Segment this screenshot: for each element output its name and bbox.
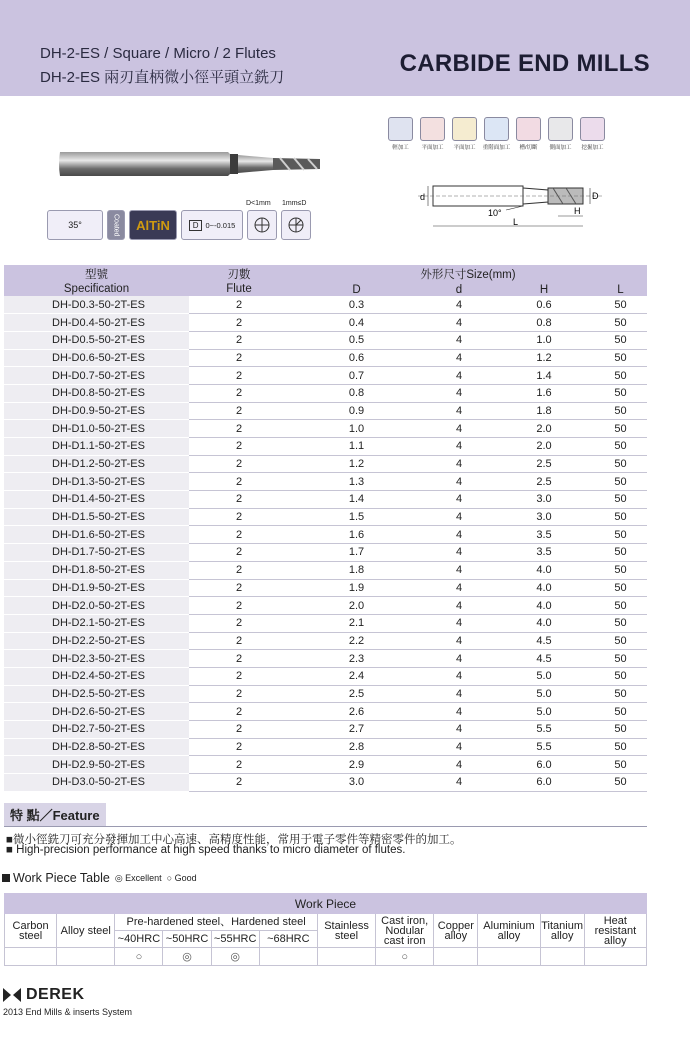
series-title-en: DH-2-ES / Square / Micro / 2 Flutes [40,45,276,62]
rating-cell [478,948,540,966]
cell-flute: 2 [189,685,289,703]
cell-D: 2.3 [289,650,424,668]
table-row [4,526,647,544]
table-row [4,579,647,597]
cell-D: 0.6 [289,349,424,367]
category-title: CARBIDE END MILLS [399,50,650,77]
cell-L: 50 [594,667,647,685]
cell-code: DH-D1.1-50-2T-ES [4,438,189,456]
cell-D: 2.4 [289,667,424,685]
table-row [4,774,647,792]
header-D: D [289,283,424,296]
cell-code: DH-D2.2-50-2T-ES [4,632,189,650]
cell-D: 0.8 [289,384,424,402]
cell-code: DH-D2.7-50-2T-ES [4,721,189,739]
cell-flute: 2 [189,491,289,509]
cell-d: 4 [424,650,494,668]
rating-cell [540,948,584,966]
page-header [0,0,690,96]
diagram-label-L: L [513,217,519,227]
cell-D: 0.4 [289,314,424,332]
cell-code: DH-D1.2-50-2T-ES [4,455,189,473]
cell-code: DH-D1.5-50-2T-ES [4,508,189,526]
cell-flute: 2 [189,561,289,579]
cell-code: DH-D0.5-50-2T-ES [4,331,189,349]
cell-flute: 2 [189,597,289,615]
spec-icons [47,200,311,240]
cell-d: 4 [424,597,494,615]
coating-type: AlTiN [129,210,177,240]
table-row [4,667,647,685]
col-cast-iron: Cast iron, Nodular cast iron [376,914,434,948]
cell-L: 50 [594,526,647,544]
header-flute-zh: 刃數 [189,265,289,283]
application-icon-item [578,117,607,149]
table-row [4,349,647,367]
cell-code: DH-D2.9-50-2T-ES [4,756,189,774]
cell-d: 4 [424,579,494,597]
cell-D: 2.5 [289,685,424,703]
cell-H: 5.5 [494,721,594,739]
cell-flute: 2 [189,526,289,544]
cell-code: DH-D0.8-50-2T-ES [4,384,189,402]
cell-flute: 2 [189,650,289,668]
cell-code: DH-D1.9-50-2T-ES [4,579,189,597]
cell-H: 4.0 [494,579,594,597]
cell-D: 2.0 [289,597,424,615]
cell-d: 4 [424,632,494,650]
table-row [4,420,647,438]
table-row [4,650,647,668]
col-alloy-steel: Alloy steel [57,914,115,948]
cell-d: 4 [424,614,494,632]
cell-code: DH-D2.0-50-2T-ES [4,597,189,615]
cell-d: 4 [424,526,494,544]
cell-D: 2.8 [289,738,424,756]
cell-L: 50 [594,614,647,632]
cell-d: 4 [424,402,494,420]
col-hrc50: ~50HRC [163,931,211,948]
cell-L: 50 [594,438,647,456]
cell-flute: 2 [189,579,289,597]
cell-L: 50 [594,597,647,615]
cell-flute: 2 [189,721,289,739]
work-piece-ratings-row [5,948,647,966]
plane-icon [452,117,477,141]
table-row [4,402,647,420]
cell-flute: 2 [189,402,289,420]
cell-D: 2.6 [289,703,424,721]
tolerance-symbol: D [189,220,203,231]
table-row [4,473,647,491]
cell-H: 5.0 [494,667,594,685]
cell-flute: 2 [189,756,289,774]
work-piece-group-header: Work Piece [5,894,647,914]
cell-H: 1.6 [494,384,594,402]
cell-D: 1.9 [289,579,424,597]
application-icon-label: 輕加工 [392,145,409,151]
cell-L: 50 [594,402,647,420]
application-icon-item [514,117,543,149]
cell-L: 50 [594,455,647,473]
cell-H: 6.0 [494,756,594,774]
cell-code: DH-D1.0-50-2T-ES [4,420,189,438]
dimension-diagram [418,178,608,234]
rating-cell [434,948,478,966]
cell-d: 4 [424,508,494,526]
table-row [4,561,647,579]
cell-flute: 2 [189,314,289,332]
cell-flute: 2 [189,420,289,438]
col-titanium: Titanium alloy [540,914,584,948]
cell-d: 4 [424,367,494,385]
cell-D: 1.0 [289,420,424,438]
pocket-icon [580,117,605,141]
cell-L: 50 [594,384,647,402]
cell-D: 1.3 [289,473,424,491]
cell-H: 4.5 [494,632,594,650]
table-row [4,738,647,756]
cell-code: DH-D2.3-50-2T-ES [4,650,189,668]
cell-d: 4 [424,420,494,438]
cell-L: 50 [594,685,647,703]
table-row [4,384,647,402]
cell-flute: 2 [189,774,289,792]
cell-L: 50 [594,544,647,562]
col-carbon-steel: Carbon steel [5,914,57,948]
work-piece-table [4,893,647,966]
series-title-zh: DH-2-ES 兩刃直柄微小徑平頭立銑刀 [40,69,285,86]
cell-d: 4 [424,473,494,491]
cell-L: 50 [594,632,647,650]
cell-d: 4 [424,331,494,349]
diagram-label-H: H [574,206,581,216]
table-row [4,614,647,632]
cell-D: 2.7 [289,721,424,739]
work-piece-title [2,871,197,885]
application-icon-label: 側面加工 [549,145,572,151]
rating-cell: ◎ [163,948,211,966]
cell-code: DH-D0.4-50-2T-ES [4,314,189,332]
application-icons [386,117,607,149]
table-row [4,314,647,332]
cell-code: DH-D2.8-50-2T-ES [4,738,189,756]
cell-D: 0.3 [289,296,424,314]
cell-D: 1.7 [289,544,424,562]
application-icon-item [482,117,511,149]
cell-H: 3.5 [494,544,594,562]
cell-D: 2.2 [289,632,424,650]
cell-d: 4 [424,667,494,685]
diagram-label-d: d [420,192,426,202]
feature-divider [4,826,647,827]
rating-cell [259,948,317,966]
cell-L: 50 [594,473,647,491]
application-icon-label: 槽/切斷 [519,145,538,151]
cell-H: 0.6 [494,296,594,314]
helix-angle-icon [47,210,103,240]
rating-cell [5,948,57,966]
cell-d: 4 [424,774,494,792]
derek-logo-icon [3,988,21,1002]
cell-L: 50 [594,561,647,579]
cell-flute: 2 [189,667,289,685]
cell-d: 4 [424,314,494,332]
cell-d: 4 [424,738,494,756]
cell-L: 50 [594,774,647,792]
rating-cell [584,948,646,966]
plane-icon [420,117,445,141]
cell-code: DH-D2.5-50-2T-ES [4,685,189,703]
cell-d: 4 [424,561,494,579]
cell-H: 5.5 [494,738,594,756]
feature-heading: 特 點／Feature [4,803,106,826]
cell-code: DH-D2.6-50-2T-ES [4,703,189,721]
table-row [4,703,647,721]
table-row [4,296,647,314]
header-spec-zh: 型號 [4,265,189,283]
table-row [4,685,647,703]
rating-cell: ◎ [211,948,259,966]
cell-flute: 2 [189,614,289,632]
cell-d: 4 [424,721,494,739]
rating-cell: ○ [376,948,434,966]
cell-code: DH-D0.6-50-2T-ES [4,349,189,367]
cell-flute: 2 [189,296,289,314]
application-icon-label: 平面加工 [421,145,444,151]
table-row [4,756,647,774]
header-size: 外形尺寸Size(mm) [289,265,647,283]
cell-code: DH-D0.3-50-2T-ES [4,296,189,314]
col-hrc55: ~55HRC [211,931,259,948]
col-copper: Copper alloy [434,914,478,948]
cell-D: 0.5 [289,331,424,349]
cell-D: 0.7 [289,367,424,385]
cell-flute: 2 [189,544,289,562]
application-icon-label: 平面加工 [453,145,476,151]
cell-d: 4 [424,455,494,473]
legend-good: ○ Good [166,873,197,883]
spec-table [4,265,647,792]
cell-D: 2.1 [289,614,424,632]
application-icon-item [546,117,575,149]
cell-H: 2.0 [494,438,594,456]
cell-H: 2.5 [494,473,594,491]
cell-code: DH-D2.1-50-2T-ES [4,614,189,632]
cell-L: 50 [594,420,647,438]
cell-L: 50 [594,367,647,385]
cell-H: 2.5 [494,455,594,473]
cutting-edge-small-icon [246,200,277,240]
cell-D: 1.4 [289,491,424,509]
cell-H: 2.0 [494,420,594,438]
cell-H: 1.2 [494,349,594,367]
application-icon-item [418,117,447,149]
cell-L: 50 [594,721,647,739]
work-piece-title-text: Work Piece Table [13,871,110,885]
rating-cell [317,948,375,966]
cell-H: 5.0 [494,703,594,721]
cell-d: 4 [424,438,494,456]
tolerance-icon [181,210,243,240]
cell-code: DH-D2.4-50-2T-ES [4,667,189,685]
cell-H: 5.0 [494,685,594,703]
cell-D: 1.2 [289,455,424,473]
cell-L: 50 [594,703,647,721]
cell-H: 1.8 [494,402,594,420]
table-row [4,491,647,509]
header-d: d [424,283,494,296]
cell-D: 1.5 [289,508,424,526]
logo-text: DEREK [26,986,85,1003]
cell-flute: 2 [189,438,289,456]
coated-label: Coated [107,210,125,240]
cell-flute: 2 [189,738,289,756]
application-icon-item [450,117,479,149]
cell-L: 50 [594,508,647,526]
cell-H: 0.8 [494,314,594,332]
cutting-edge-large-icon [281,200,311,240]
helix-angle-value: 35° [68,220,82,230]
cell-D: 1.1 [289,438,424,456]
cell-d: 4 [424,703,494,721]
cell-code: DH-D0.9-50-2T-ES [4,402,189,420]
tolerance-value: 0~-0.015 [205,220,236,230]
header-flute-en: Flute [189,283,289,296]
table-row [4,331,647,349]
diagram-label-D: D [592,191,599,201]
cell-H: 4.0 [494,561,594,579]
cell-flute: 2 [189,331,289,349]
spec-table-body [4,296,647,791]
cell-D: 2.9 [289,756,424,774]
cell-d: 4 [424,756,494,774]
cell-code: DH-D1.4-50-2T-ES [4,491,189,509]
cell-L: 50 [594,738,647,756]
cell-H: 4.0 [494,614,594,632]
table-row [4,455,647,473]
table-row [4,632,647,650]
cell-L: 50 [594,579,647,597]
cell-L: 50 [594,331,647,349]
cell-code: DH-D3.0-50-2T-ES [4,774,189,792]
cell-H: 1.0 [494,331,594,349]
cell-H: 6.0 [494,774,594,792]
cut-large-label: 1mm≤D [282,200,307,207]
table-row [4,544,647,562]
bullet-square-icon [2,874,10,882]
table-row [4,597,647,615]
feature-text-en: ■ High-precision performance at high speed thanks to micro diameter of flutes. [6,844,406,856]
footer-subtitle: 2013 End Mills & inserts System [3,1007,133,1017]
cell-flute: 2 [189,473,289,491]
cell-L: 50 [594,314,647,332]
rating-cell [57,948,115,966]
cell-H: 3.0 [494,508,594,526]
feature-heading-bar [4,803,106,825]
slot-icon [516,117,541,141]
cell-d: 4 [424,349,494,367]
cell-H: 3.5 [494,526,594,544]
col-stainless: Stainless steel [317,914,375,948]
rough-icon [388,117,413,141]
cell-L: 50 [594,491,647,509]
cell-L: 50 [594,349,647,367]
table-row [4,721,647,739]
cell-H: 3.0 [494,491,594,509]
col-hrc40: ~40HRC [115,931,163,948]
cell-d: 4 [424,544,494,562]
cell-H: 4.0 [494,597,594,615]
application-icon-item [386,117,415,149]
cell-flute: 2 [189,508,289,526]
step-icon [484,117,509,141]
cell-flute: 2 [189,632,289,650]
cell-H: 4.5 [494,650,594,668]
header-H: H [494,283,594,296]
cell-d: 4 [424,491,494,509]
cell-code: DH-D0.7-50-2T-ES [4,367,189,385]
cell-L: 50 [594,650,647,668]
cell-D: 1.6 [289,526,424,544]
table-row [4,367,647,385]
table-row [4,438,647,456]
cell-d: 4 [424,685,494,703]
cell-H: 1.4 [494,367,594,385]
cell-D: 1.8 [289,561,424,579]
header-spec-en: Specification [4,283,189,296]
col-pre-hardened: Pre-hardened steel、Hardened steel [115,914,318,931]
end-mill-image [58,148,323,180]
rating-cell: ○ [115,948,163,966]
cell-code: DH-D1.7-50-2T-ES [4,544,189,562]
cell-d: 4 [424,384,494,402]
cell-D: 0.9 [289,402,424,420]
cut-small-label: D<1mm [246,200,271,207]
footer-logo [3,986,85,1004]
col-aluminium: Aluminium alloy [478,914,540,948]
cell-flute: 2 [189,367,289,385]
cell-code: DH-D1.3-50-2T-ES [4,473,189,491]
cell-code: DH-D1.8-50-2T-ES [4,561,189,579]
cell-L: 50 [594,296,647,314]
application-icon-label: 重階面加工 [482,145,511,151]
feature-text-zh: ■微小徑銑刀可充分發揮加工中心高速、高精度性能，常用于電子零件等精密零件的加工。 [6,834,462,846]
cell-D: 3.0 [289,774,424,792]
cell-flute: 2 [189,384,289,402]
legend-excellent: ◎ Excellent [114,872,162,883]
cell-code: DH-D1.6-50-2T-ES [4,526,189,544]
side-icon [548,117,573,141]
cell-L: 50 [594,756,647,774]
cell-d: 4 [424,296,494,314]
diagram-angle: 10° [488,208,502,218]
cell-flute: 2 [189,349,289,367]
table-row [4,508,647,526]
cell-flute: 2 [189,703,289,721]
col-hrc68: ~68HRC [259,931,317,948]
header-L: L [594,283,647,296]
cell-flute: 2 [189,455,289,473]
application-icon-label: 挖掘加工 [581,145,604,151]
col-heat-resistant: Heat resistant alloy [584,914,646,948]
